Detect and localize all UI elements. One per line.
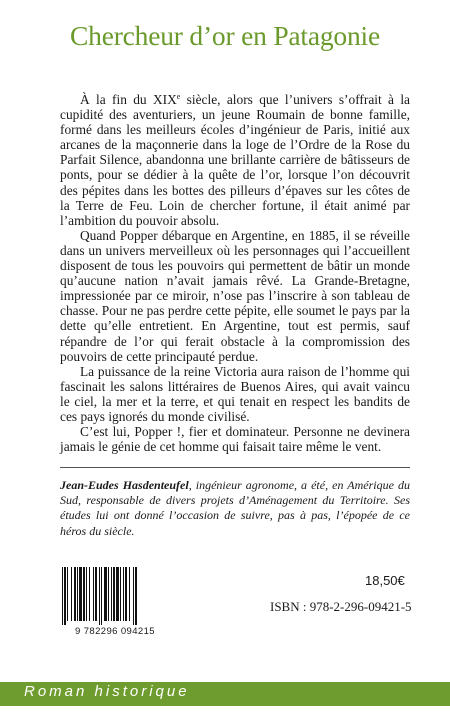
- divider: [60, 467, 410, 468]
- paragraph-1: [60, 92, 410, 228]
- book-title: Chercheur d’or en Patagonie: [70, 20, 380, 51]
- price: 18,50€: [365, 573, 405, 588]
- author-name: Jean-Eudes Hasdenteufel: [60, 478, 189, 492]
- collection-banner: [0, 682, 450, 706]
- paragraph-4: C’est lui, Popper !, fier et dominateur. Personne ne devinera jamais le génie de cet homme qui faisait taire même le vent.: [60, 424, 410, 455]
- barcode-digits: 9 782296 094215: [75, 626, 155, 637]
- author-bio: [60, 478, 410, 539]
- isbn: ISBN : 978-2-296-09421-5: [270, 599, 412, 614]
- paragraph-1-rest: siècle, alors que l’univers s’offrait à la cupidité des aventuriers, un jeune Roumain de bonne famille, formé dans les meilleurs écoles d’ingénieur de Paris, initié aux arcanes de la maçonnerie dans la loge de l’Ordre de la Rose du Parfait Silence, abandonna une brillante carrière de bâtisseurs de ponts, pour se dédier à la quête de l’or, lorsque l’on découvrit des pépites dans les bottes des pilleurs d’épaves sur les côtes de la Terre de Feu. Loin de chercher fortune, il était animé par l’ambition du pouvoir absolu.: [60, 92, 410, 228]
- paragraph-3: La puissance de la reine Victoria aura raison de l’homme qui fascinait les salons littéraires de Buenos Aires, qui avait vaincu le ciel, la mer et la terre, et qui tenait en respect les bandits de ces pays ignorés du monde civilisé.: [60, 363, 410, 424]
- author-description: , ingénieur agronome, a été, en Amérique du Sud, responsable de divers projets d’Aménagement du Territoire. Ses études lui ont donné l’occasion de suivre, pas à pas, l’épopée de ce héros du siècle.: [60, 478, 410, 538]
- collection-label: Roman historique: [24, 683, 190, 700]
- paragraph-1-start: À la fin du XIX: [80, 92, 177, 107]
- paragraph-2: Quand Popper débarque en Argentine, en 1885, il se réveille dans un univers merveilleux où les personnages qui l’accueillent disposent de tous les pouvoirs qui permettent de bâtir un monde qu’aucune nation n’avait jamais rêvé. La Grande-Bretagne, impressionée par ce miroir, n’ose pas l’inscrire à son tableau de chasse. Pour ne pas perdre cette pépite, elle soumet le pays par la dette qu’elle entretient. En Argentine, tout est permis, sauf répandre de l’or qui ferait obstacle à la compromission des pouvoirs de cette principauté perdue.: [60, 227, 410, 364]
- barcode: [60, 567, 170, 625]
- century-superscript: e: [176, 92, 181, 101]
- synopsis: [60, 92, 410, 454]
